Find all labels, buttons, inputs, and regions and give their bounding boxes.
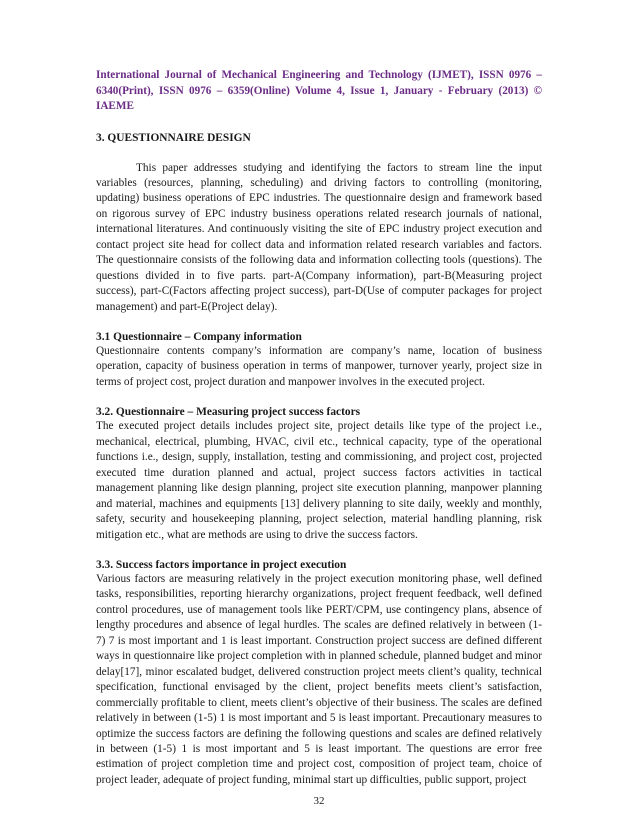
subsection-success-factors	[96, 558, 542, 788]
subsection-company-information	[96, 330, 542, 390]
subsection-paragraph: The executed project details includes project site, project details like type of the project i.e., mechanical, electrical, plumbing, HVAC, civil etc., technical capacity, type of the operational functions i.e., design, supply, installation, testing and commissioning, and project cost, projected executed time duration planned and actual, project success factors activities in tactical management planning like design planning, project site execution planning, manpower planning and material, machines and equipments [13] delivery planning to site daily, weekly and monthly, safety, security and housekeeping planning, project selection, material handling planning, risk mitigation etc., what are methods are using to drive the success factors.	[96, 420, 542, 541]
subsection-measuring-success	[96, 405, 542, 543]
subsection-title: 3.1 Questionnaire – Company information	[96, 331, 302, 344]
section-title: 3. QUESTIONNAIRE DESIGN	[96, 131, 251, 144]
subsection-paragraph: Various factors are measuring relatively in the project execution monitoring phase, well defined tasks, responsibilities, reporting hierarchy organizations, project frequent feedback, well defined control procedures, use of management tools like PERT/CPM, use contingency plans, absence of lengthy procedures and absence of legal hurdles. The scales are defined relatively in between (1-7) 7 is most important and 1 is least important. Construction project success are defined different ways in questionnaire like project completion with in planned schedule, planned budget and minor delay[17], minor escalated budget, delivered construction project meets client’s quality, technical specification, functional envisaged by the client, project benefits meets client’s satisfaction, commercially profitable to client, meets client’s objective of their business. The scales are defined relatively in between (1-5) 1 is most important and 5 is least important. Precautionary measures to optimize the success factors are defining the following questions and scales are defined relatively in between (1-5) 1 is most important and 5 is least important. The questions are error free estimation of project completion time and project cost, composition of project team, choice of project leader, adequate of project funding, minimal start up difficulties, public support, project	[96, 573, 542, 786]
section-intro-block	[96, 161, 542, 316]
journal-header: International Journal of Mechanical Engineering and Technology (IJMET), ISSN 0976 – 6340(Print), ISSN 0976 – 6359(Online) Volume 4, Issue 1, January - February (2013) © IAEME	[96, 69, 542, 112]
paper-page	[96, 68, 542, 803]
subsection-title: 3.3. Success factors importance in project execution	[96, 559, 347, 572]
page-number: 32	[313, 795, 325, 807]
subsection-paragraph: Questionnaire contents company’s information are company’s name, location of business operation, capacity of business operation in terms of manpower, turnover yearly, project size in terms of project cost, project duration and manpower involves in the executed project.	[96, 345, 542, 388]
subsection-title: 3.2. Questionnaire – Measuring project success factors	[96, 406, 361, 419]
section-intro-paragraph: This paper addresses studying and identifying the factors to stream line the input variables (resources, planning, scheduling) and driving factors to controlling (monitoring, updating) business operations of EPC industries. The questionnaire design and framework based on rigorous survey of EPC industry business operations related research journals of national, international literatures. And continuously visiting the site of EPC industry project execution and contact project site head for collect data and information related research variables and factors. The questionnaire consists of the following data and information collecting tools (questions). The questions divided in to five parts. part-A(Company information), part-B(Measuring project success), part-C(Factors affecting project success), part-D(Use of computer packages for project management) and part-E(Project delay).	[96, 161, 542, 313]
